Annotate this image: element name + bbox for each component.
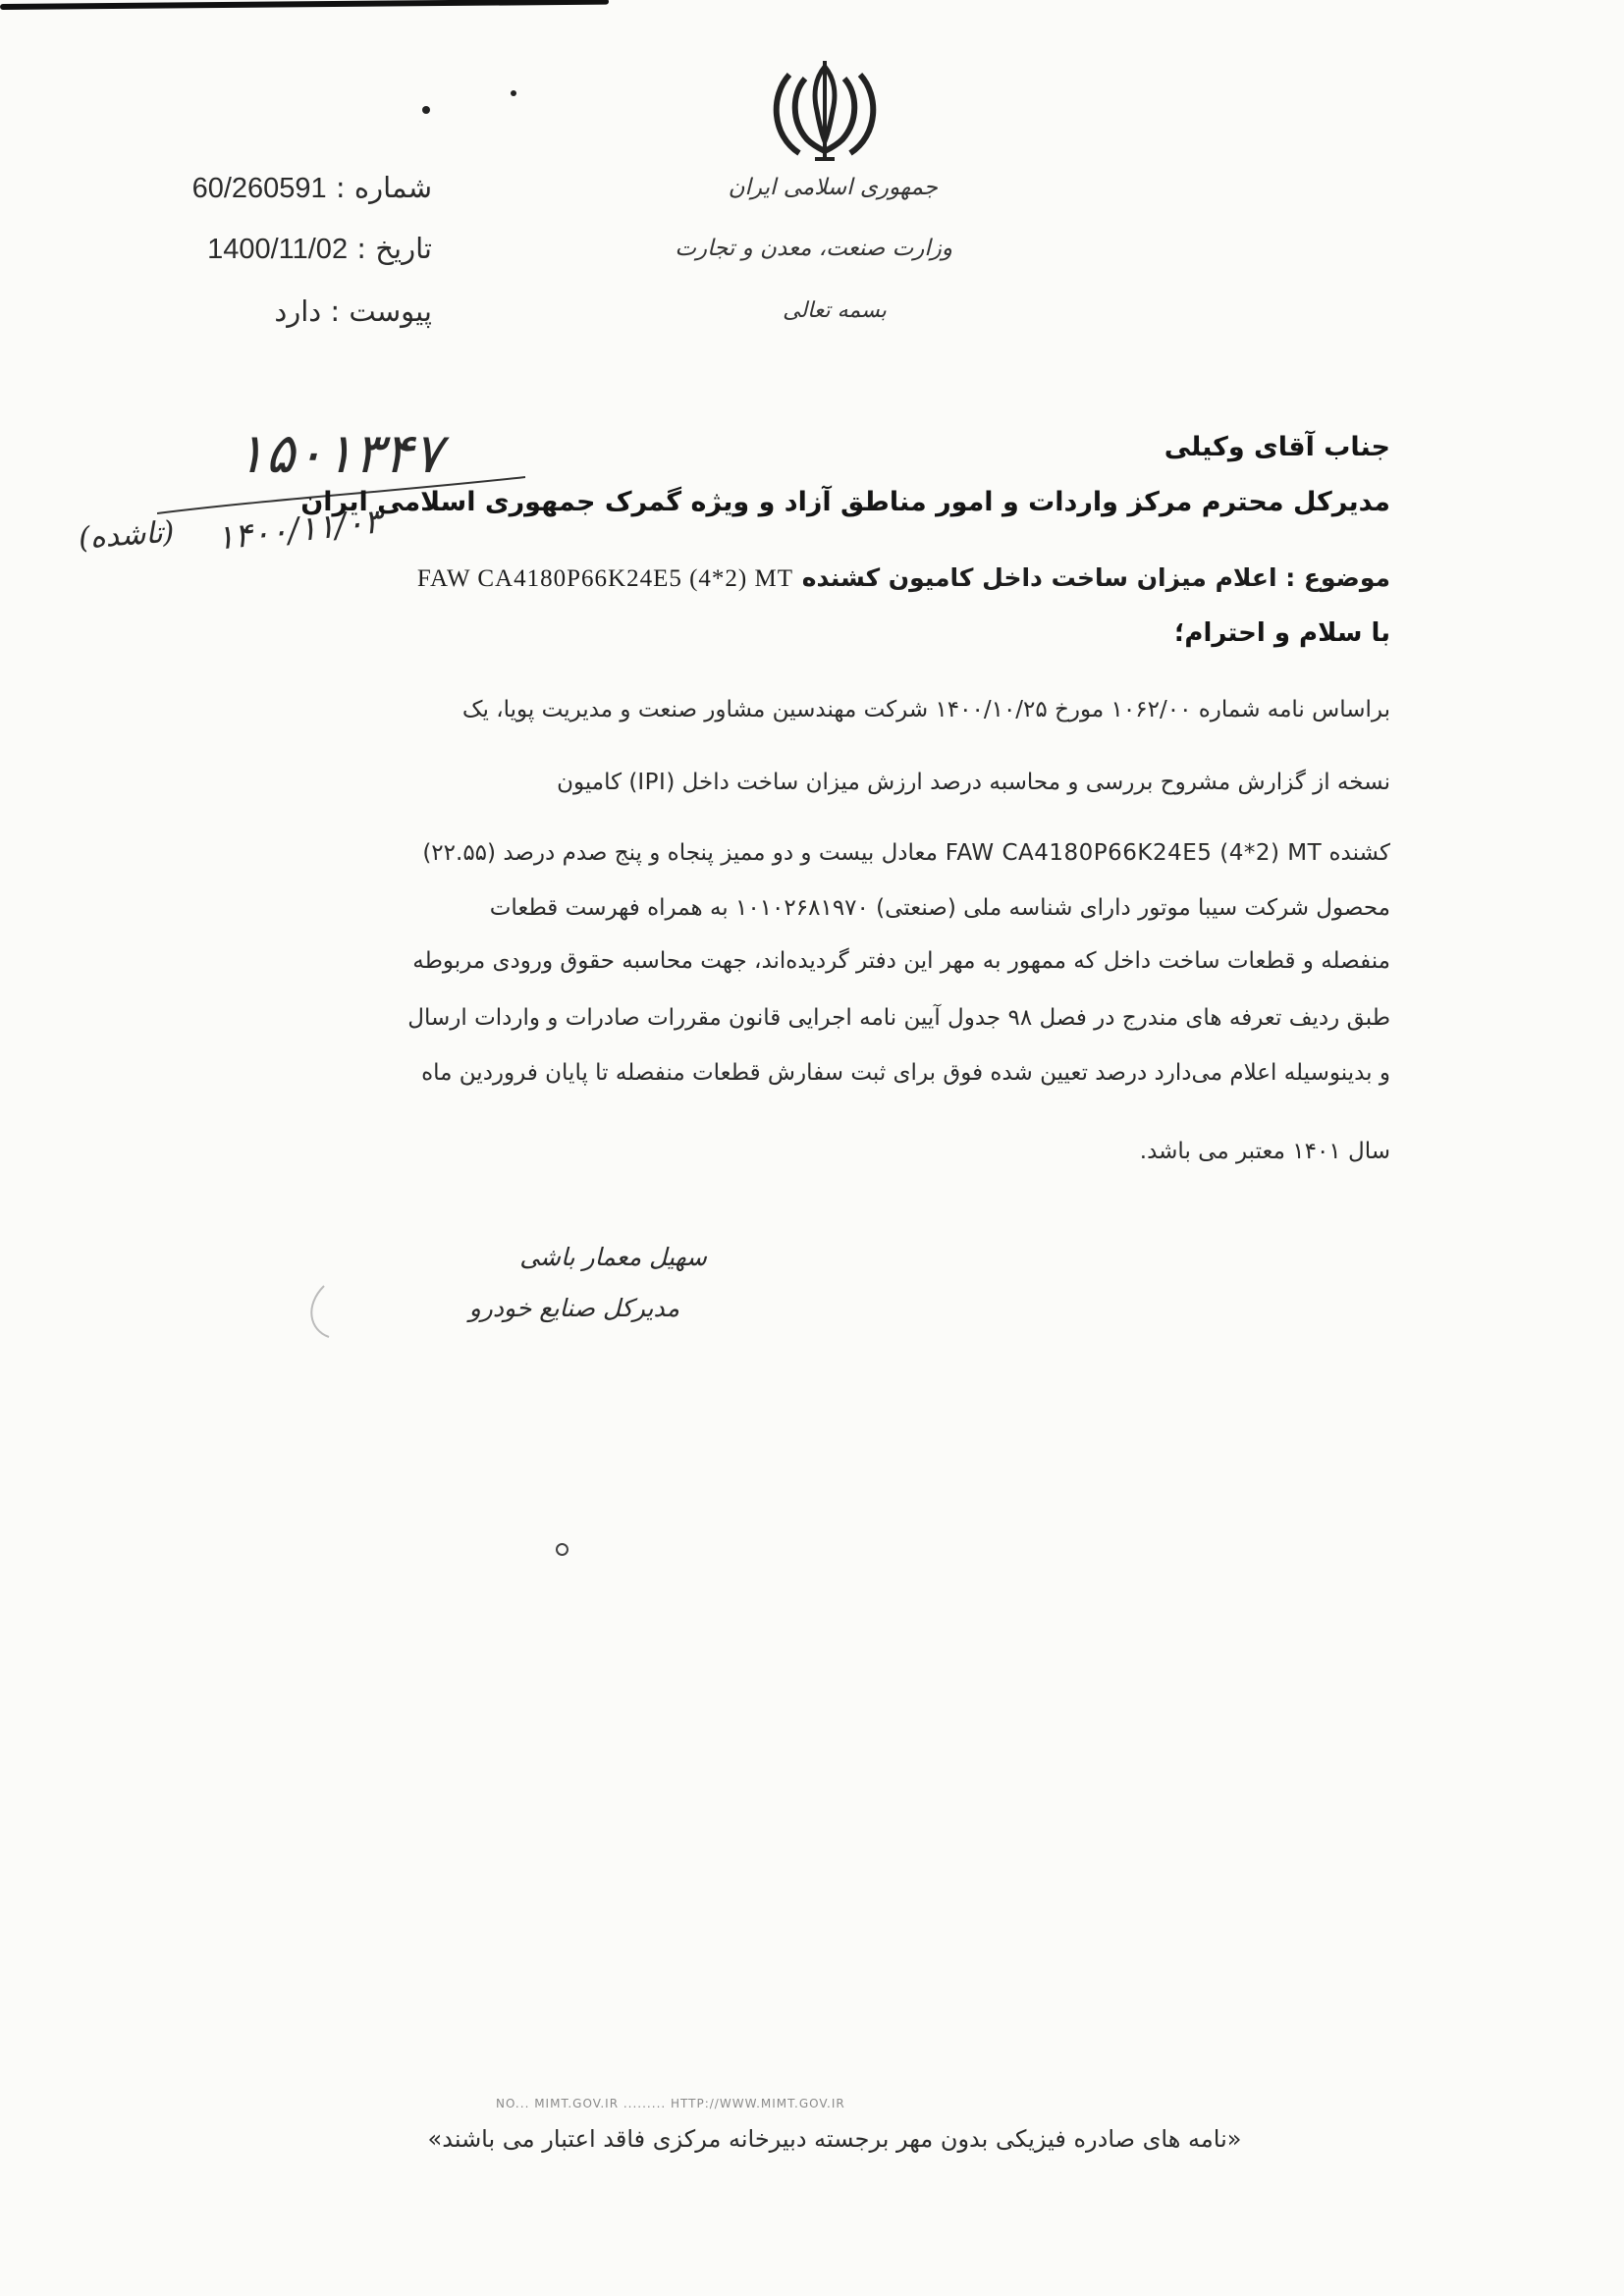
handwritten-reference-note: (تاشده)	[77, 514, 176, 557]
small-circle-mark	[556, 1543, 568, 1556]
addressee-name: جناب آقای وکیلی	[1164, 432, 1390, 462]
subject-model: FAW CA4180P66K24E5 (4*2) MT	[416, 565, 793, 592]
number-value: 60/260591	[191, 173, 327, 204]
speck	[422, 106, 430, 114]
iran-emblem-icon	[756, 57, 893, 175]
signature-mark	[304, 1276, 383, 1345]
signature-title: مدیرکل صنایع خودرو	[468, 1294, 679, 1322]
letter-date	[147, 232, 432, 266]
emblem-line-country: جمهوری اسلامی ایران	[728, 175, 938, 200]
body-line: طبق ردیف تعرفه های مندرج در فصل ۹۸ جدول آیین نامه اجرایی قانون مقررات صادرات و واردات ارسال	[407, 1005, 1390, 1031]
body-line: کشنده FAW CA4180P66K24E5 (4*2) MT معادل بیست و دو ممیز پنجاه و پنج صدم درصد (۲۲.۵۵)	[422, 840, 1390, 866]
number-label: شماره :	[335, 171, 432, 204]
body-line: و بدینوسیله اعلام می‌دارد درصد تعیین شده فوق برای ثبت سفارش قطعات منفصله تا پایان فروردین ماه	[421, 1060, 1390, 1086]
attachment-value: دارد	[274, 294, 322, 328]
body-line: نسخه از گزارش مشروح بررسی و محاسبه درصد ارزش میزان ساخت داخل (IPI) کامیون	[557, 770, 1390, 795]
addressee-title: مدیرکل محترم مرکز واردات و امور مناطق آزاد و ویژه گمرک جمهوری اسلامی ایران	[300, 487, 1390, 517]
footer-url-line: NO... MIMT.GOV.IR ......... HTTP://WWW.MIMT.GOV.IR	[496, 2097, 845, 2110]
scan-edge-line	[0, 0, 609, 10]
date-label: تاریخ :	[356, 232, 432, 265]
speck	[511, 90, 516, 96]
body-line: محصول شرکت سیبا موتور دارای شناسه ملی (صنعتی) ۱۰۱۰۲۶۸۱۹۷۰ به همراه فهرست قطعات	[489, 895, 1390, 921]
date-value: 1400/11/02	[207, 234, 349, 265]
body-line: براساس نامه شماره ۱۰۶۲/۰۰ مورخ ۱۴۰۰/۱۰/۲۵ شرکت مهندسین مشاور صنعت و مدیریت پویا، یک	[461, 697, 1390, 722]
body-line: سال ۱۴۰۱ معتبر می باشد.	[1139, 1139, 1390, 1164]
letter-number	[147, 171, 432, 205]
footer-note: «نامه های صادره فیزیکی بدون مهر برجسته دبیرخانه مرکزی فاقد اعتبار می باشند»	[427, 2125, 1242, 2153]
handwritten-reference-date: ۱۴۰۰/۱۱/۰۳	[214, 502, 384, 559]
greeting: با سلام و احترام؛	[1173, 618, 1390, 648]
emblem-line-basmala: بسمه تعالی	[783, 298, 887, 323]
subject-line	[417, 563, 1390, 593]
handwritten-reference-number: ۱۵۰۱۳۴۷	[236, 422, 443, 486]
signature-name: سهیل معمار باشی	[519, 1243, 707, 1271]
body-line: منفصله و قطعات ساخت داخل که ممهور به مهر این دفتر گردیده‌اند، جهت محاسبه حقوق ورودی مربوطه	[412, 948, 1390, 974]
attachment-label: پیوست :	[330, 294, 432, 328]
emblem-line-ministry: وزارت صنعت، معدن و تجارت	[675, 236, 952, 261]
subject-label: موضوع : اعلام میزان ساخت داخل کامیون کشنده	[801, 563, 1390, 592]
letter-attachment	[147, 294, 432, 328]
